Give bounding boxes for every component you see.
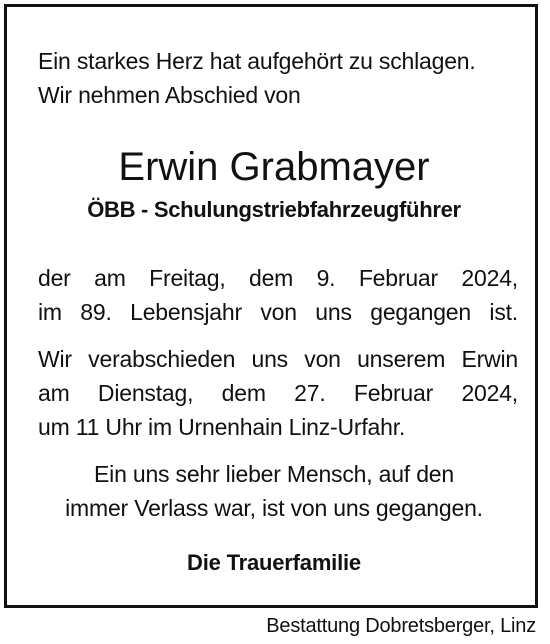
intro-line-2: Wir nehmen Abschied von <box>38 82 301 108</box>
undertaker-credit: Bestattung Dobretsberger, Linz <box>266 615 536 637</box>
farewell-line-3: um 11 Uhr im Urnenhain Linz-Urfahr. <box>38 414 406 440</box>
farewell-line-2: am Dienstag, dem 27. Februar 2024, <box>38 380 518 406</box>
death-date-line-1: der am Freitag, dem 9. Februar 2024, <box>38 265 518 291</box>
intro-line-1: Ein starkes Herz hat aufgehört zu schlagen. <box>38 48 476 74</box>
obituary-frame <box>4 4 538 608</box>
death-date-line-2: im 89. Lebensjahr von uns gegangen ist. <box>38 299 518 325</box>
deceased-name: Erwin Grabmayer <box>118 145 430 189</box>
closing-line-2: immer Verlass war, ist von uns gegangen. <box>65 495 483 521</box>
deceased-role: ÖBB - Schulungstriebfahrzeugführer <box>87 197 461 222</box>
farewell-line-1: Wir verabschieden uns von unserem Erwin <box>38 346 518 372</box>
family-signature: Die Trauerfamilie <box>187 550 361 575</box>
closing-line-1: Ein uns sehr lieber Mensch, auf den <box>94 461 454 487</box>
